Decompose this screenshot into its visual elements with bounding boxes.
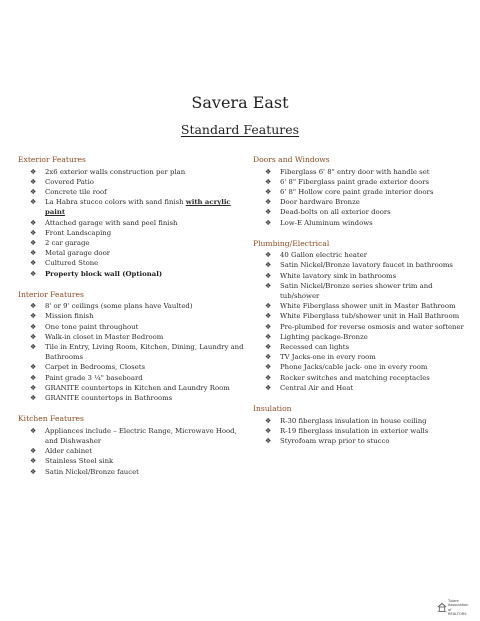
feature-item [18, 373, 246, 383]
diamond-bullet-icon: ❖ [30, 228, 37, 237]
diamond-bullet-icon: ❖ [30, 238, 37, 247]
feature-text: La Habra stucco colors with sand finish [45, 198, 186, 207]
feature-text: TV Jacks-one in every room [280, 353, 376, 362]
diamond-bullet-icon: ❖ [30, 312, 37, 321]
feature-item [18, 238, 246, 248]
feature-text: One tone paint throughout [45, 322, 139, 331]
feature-item [18, 197, 246, 217]
diamond-bullet-icon: ❖ [265, 167, 272, 176]
feature-text: Metal garage door [45, 249, 111, 258]
feature-item [253, 197, 473, 207]
diamond-bullet-icon: ❖ [30, 447, 37, 456]
feature-item [253, 383, 473, 393]
section-heading: Exterior Features [18, 155, 86, 164]
diamond-bullet-icon: ❖ [265, 332, 272, 341]
feature-text: White Fiberglass shower unit in Master Bathroom [280, 302, 456, 311]
feature-item [253, 311, 473, 321]
diamond-bullet-icon: ❖ [265, 322, 272, 331]
feature-text: Mission finish [45, 312, 94, 321]
feature-text: GRANITE countertops in Kitchen and Laundry Room [45, 383, 230, 392]
section-heading: Interior Features [18, 289, 84, 299]
diamond-bullet-icon: ❖ [30, 177, 37, 186]
feature-item [253, 342, 473, 352]
feature-list [253, 250, 473, 393]
feature-item [18, 301, 246, 311]
feature-text: Recessed can lights [280, 343, 350, 352]
feature-text: Appliances include – Electric Range, Microwave Hood, and Dishwasher [45, 426, 237, 445]
diamond-bullet-icon: ❖ [30, 383, 37, 392]
feature-item [18, 218, 246, 228]
feature-item [18, 342, 246, 362]
diamond-bullet-icon: ❖ [265, 198, 272, 207]
diamond-bullet-icon: ❖ [265, 373, 272, 382]
left-column [18, 155, 246, 488]
feature-item [253, 373, 473, 383]
diamond-bullet-icon: ❖ [30, 259, 37, 268]
right-column [253, 155, 473, 457]
feature-text: Satin Nickel/Bronze series shower trim and tub/shower [280, 281, 433, 301]
feature-text: 6' 8" Fiberglass paint grade exterior doors [280, 177, 430, 186]
feature-item [18, 248, 246, 258]
section-heading: Insulation [253, 404, 292, 414]
feature-text: 8' or 9' ceilings (some plans have Vaulted) [45, 302, 193, 311]
diamond-bullet-icon: ❖ [265, 426, 272, 435]
logo-line: of REALTORS [448, 607, 467, 616]
page-subtitle: Standard Features [180, 122, 300, 137]
feature-item [253, 426, 473, 436]
feature-text: 6' 8" Hollow core paint grade interior doors [280, 187, 434, 196]
section-heading: Plumbing/Electrical [253, 238, 330, 248]
feature-item [18, 167, 246, 177]
feature-item [253, 332, 473, 342]
feature-text: Pre-plumbed for reverse osmosis and water softener [280, 322, 464, 331]
section-heading: Kitchen Features [18, 414, 84, 424]
feature-item [253, 167, 473, 177]
feature-item [18, 393, 246, 403]
feature-text: Concrete tile roof [45, 187, 107, 196]
logo-line: Tulare [448, 599, 459, 603]
feature-list [18, 167, 246, 279]
feature-text: Dead-bolts on all exterior doors [280, 208, 391, 217]
feature-item [253, 416, 473, 426]
feature-item [18, 362, 246, 372]
logo-line: Association [448, 603, 469, 608]
diamond-bullet-icon: ❖ [265, 353, 272, 362]
diamond-bullet-icon: ❖ [265, 261, 272, 270]
diamond-bullet-icon: ❖ [265, 281, 272, 290]
feature-item [253, 271, 473, 281]
feature-list [253, 416, 473, 447]
feature-text: White Fiberglass tub/shower unit in Hall Bathroom [280, 312, 460, 321]
diamond-bullet-icon: ❖ [265, 416, 272, 425]
feature-item [18, 311, 246, 321]
feature-text: Front Landscaping [45, 228, 112, 237]
diamond-bullet-icon: ❖ [30, 426, 37, 435]
feature-text: GRANITE countertops in Bathrooms [45, 394, 173, 403]
feature-text: Covered Patio [45, 177, 94, 186]
feature-item [253, 177, 473, 187]
section-insulation [253, 404, 473, 446]
feature-text: R-19 fiberglass insulation in exterior walls [280, 426, 429, 435]
diamond-bullet-icon: ❖ [30, 218, 37, 227]
feature-item [18, 332, 246, 342]
page-title: Savera East [191, 93, 289, 112]
diamond-bullet-icon: ❖ [265, 177, 272, 186]
feature-item [253, 187, 473, 197]
feature-item [18, 177, 246, 187]
house-logo-icon [437, 602, 447, 613]
section-heading: Doors and Windows [253, 155, 330, 164]
feature-text: Alder cabinet [45, 447, 93, 456]
diamond-bullet-icon: ❖ [30, 457, 37, 466]
diamond-bullet-icon: ❖ [30, 363, 37, 372]
feature-item [253, 207, 473, 217]
diamond-bullet-icon: ❖ [30, 322, 37, 331]
feature-text: Carpet in Bedrooms, Closets [45, 363, 146, 372]
diamond-bullet-icon: ❖ [30, 394, 37, 403]
feature-item [253, 322, 473, 332]
diamond-bullet-icon: ❖ [265, 187, 272, 196]
feature-text: Paint grade 3 ¼" baseboard [45, 373, 143, 382]
diamond-bullet-icon: ❖ [30, 332, 37, 341]
diamond-bullet-icon: ❖ [265, 271, 272, 280]
diamond-bullet-icon: ❖ [30, 198, 37, 207]
section-doors-and-windows [253, 155, 473, 228]
feature-text: Phone Jacks/cable jack- one in every room [280, 363, 428, 372]
feature-item [253, 250, 473, 260]
feature-item [18, 258, 246, 268]
section-plumbing-electrical [253, 239, 473, 393]
diamond-bullet-icon: ❖ [30, 373, 37, 382]
feature-text: Styrofoam wrap prior to stucco [280, 436, 390, 445]
feature-item [18, 228, 246, 238]
diamond-bullet-icon: ❖ [265, 343, 272, 352]
feature-text: Stainless Steel sink [45, 457, 114, 466]
feature-item [253, 362, 473, 372]
feature-text: Lighting package-Bronze [280, 332, 368, 341]
diamond-bullet-icon: ❖ [265, 218, 272, 227]
feature-text: White lavatory sink in bathrooms [280, 271, 397, 280]
feature-item [18, 456, 246, 466]
diamond-bullet-icon: ❖ [265, 251, 272, 260]
diamond-bullet-icon: ❖ [30, 343, 37, 352]
diamond-bullet-icon: ❖ [30, 269, 37, 278]
feature-text: Fiberglass 6' 8" entry door with handle set [280, 167, 430, 176]
diamond-bullet-icon: ❖ [265, 302, 272, 311]
feature-item [18, 322, 246, 332]
feature-emphasis: with acrylic paint [45, 198, 231, 217]
feature-text: Property block wall (Optional) [45, 269, 163, 278]
feature-text: Cultured Stone [45, 259, 99, 268]
diamond-bullet-icon: ❖ [265, 383, 272, 392]
feature-text: Attached garage with sand peel finish [45, 218, 178, 227]
feature-text: 2x6 exterior walls construction per plan [45, 167, 186, 176]
feature-item [253, 281, 473, 301]
feature-text: 2 car garage [45, 238, 90, 247]
feature-item [18, 426, 246, 446]
feature-text: Central Air and Heat [280, 383, 354, 392]
diamond-bullet-icon: ❖ [30, 467, 37, 476]
feature-item [253, 260, 473, 270]
diamond-bullet-icon: ❖ [30, 167, 37, 176]
section-exterior-features [18, 155, 246, 279]
diamond-bullet-icon: ❖ [30, 302, 37, 311]
feature-item [18, 269, 246, 279]
diamond-bullet-icon: ❖ [265, 208, 272, 217]
feature-text: Door hardware Bronze [280, 198, 360, 207]
diamond-bullet-icon: ❖ [265, 363, 272, 372]
feature-text: R-30 fiberglass insulation in house ceiling [280, 416, 427, 425]
diamond-bullet-icon: ❖ [30, 187, 37, 196]
feature-text: Satin Nickel/Bronze lavatory faucet in bathrooms [280, 261, 453, 270]
feature-item [253, 218, 473, 228]
realtors-logo [437, 599, 471, 617]
feature-text: Tile in Entry, Living Room, Kitchen, Dining, Laundry and Bathrooms [45, 343, 244, 362]
section-kitchen-features [18, 414, 246, 477]
logo-text [448, 599, 471, 616]
feature-item [18, 187, 246, 197]
diamond-bullet-icon: ❖ [265, 312, 272, 321]
feature-text: Walk-in closet in Master Bedroom [45, 332, 164, 341]
diamond-bullet-icon: ❖ [30, 249, 37, 258]
feature-text: Rocker switches and matching receptacles [280, 373, 430, 382]
feature-text: 40 Gallon electric heater [280, 251, 368, 260]
feature-list [253, 167, 473, 228]
section-interior-features [18, 290, 246, 404]
feature-list [18, 426, 246, 477]
feature-list [18, 301, 246, 403]
feature-item [18, 446, 246, 456]
feature-item [253, 301, 473, 311]
feature-text: Low-E Aluminum windows [280, 218, 373, 227]
feature-item [18, 467, 246, 477]
feature-item [253, 436, 473, 446]
feature-item [18, 383, 246, 393]
diamond-bullet-icon: ❖ [265, 436, 272, 445]
feature-item [253, 352, 473, 362]
feature-text: Satin Nickel/Bronze faucet [45, 467, 139, 476]
